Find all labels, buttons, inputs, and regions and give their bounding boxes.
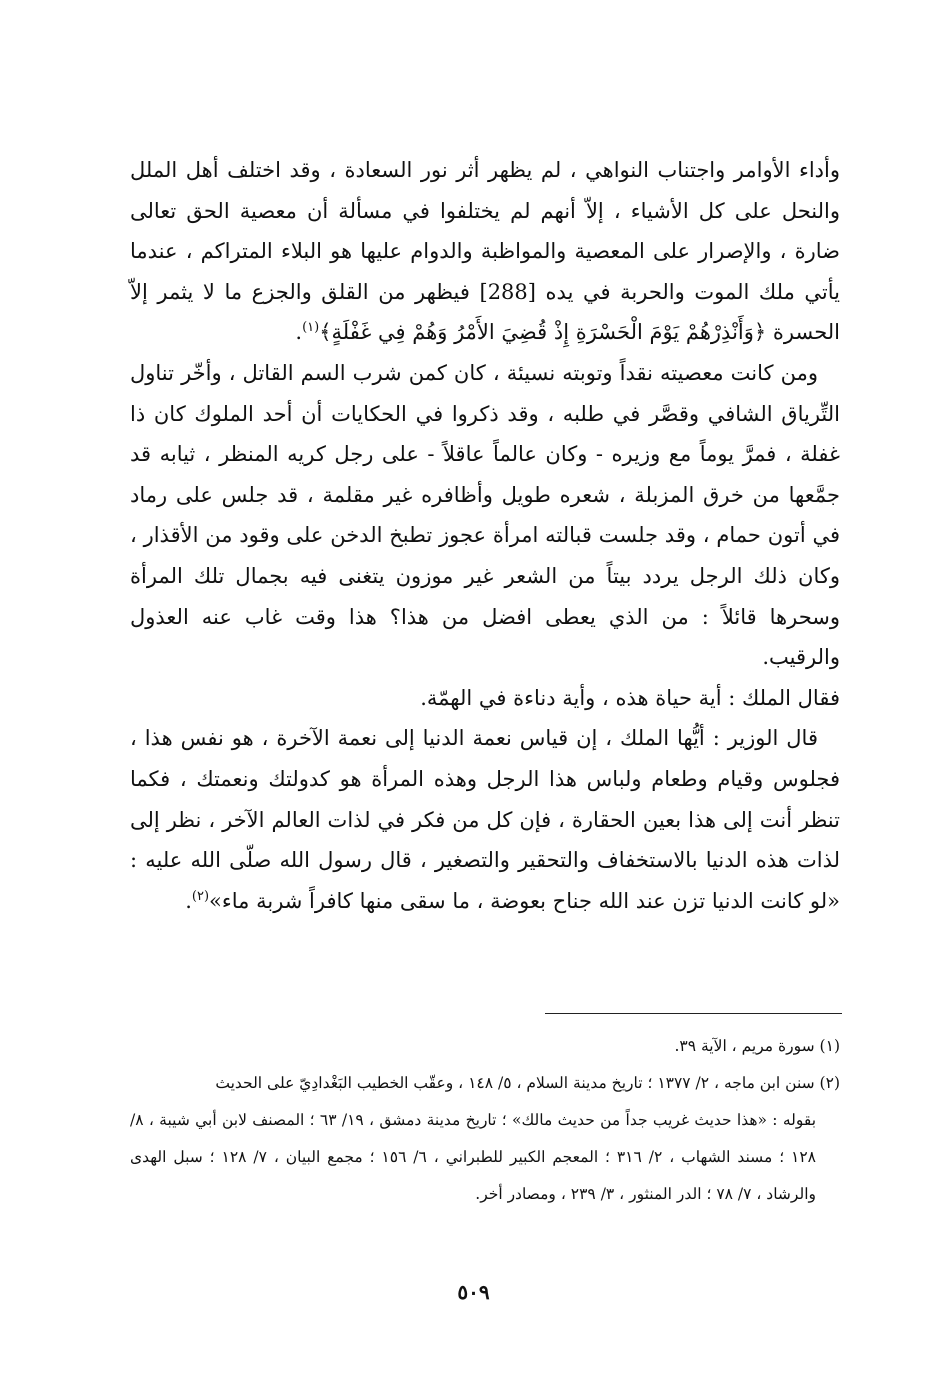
paragraph: وأداء الأوامر واجتناب النواهي ، لم يظهر أثر نور السعادة ، وقد اختلف أهل الملل والنحل على كل الأشياء ، إلاّ أنهم لم يختلفوا في مسألة أن معصية الحق تعالى ضارة ، والإصرار على المعصية والمواظبة والدوام عليها هو البلاء المتراكم ، عندما يأتي ملك الموت والحربة في يده [288] فيظهر من القلق والجزع ما لا يثمر إلاّ الحسرة ﴿وَأَنْذِرْهُمْ يَوْمَ الْحَسْرَةِ إِذْ قُضِيَ الأَمْرُ وَهُمْ فِي غَفْلَةٍ﴾$^{(١)}$. [130, 158, 840, 345]
paragraph-text: وأداء الأوامر واجتناب النواهي ، لم يظهر أثر نور السعادة ، وقد اختلف أهل الملل والنحل على كل الأشياء ، إلاّ أنهم لم يختلفوا في مسألة أن معصية الحق تعالى ضارة ، والإصرار على المعصية والمواظبة والدوام عليها هو البلاء المتراكم ، عندما يأتي ملك الموت والحربة في يده [288] فيظهر من القلق والجزع ما لا يثمر إلاّ الحسرة ﴿وَأَنْذِرْهُمْ يَوْمَ الْحَسْرَةِ إِذْ قُضِيَ الأَمْرُ وَهُمْ فِي غَفْلَةٍ﴾ [130, 158, 840, 345]
footnote: (٢) سنن ابن ماجه ، ٢/ ١٣٧٧ ؛ تاريخ مدينة السلام ، ٥/ ١٤٨ ، وعقّب الخطيب البَغْدادِيّ على الحديث [215, 1074, 840, 1092]
footnote-ref: (٢) [191, 888, 210, 904]
page-number: ٥٠٩ [457, 1280, 490, 1304]
footnote: (١) سورة مريم ، الآية ٣٩. [674, 1037, 840, 1055]
paragraph: قال الوزير : أيُّها الملك ، إن قياس نعمة الدنيا إلى نعمة الآخرة ، هو نفس هذا ، فجلوس وقيام وطعام ولباس هذا الرجل وهذه المرأة هو كدولتك ونعمتك ، فكما تنظر أنت إلى هذا بعين الحقارة ، فإن كل من فكر في لذات العالم الآخر ، نظر إلى لذات هذه الدنيا بالاستخفاف والتحقير والتصغير ، قال رسول الله صلّى الله عليه : «لو كانت الدنيا تزن عند الله جناح بعوضة ، ما سقى منها كافراً شربة ماء»$^{(٢)}$. [130, 726, 840, 913]
paragraph-text: قال الوزير : أيُّها الملك ، إن قياس نعمة الدنيا إلى نعمة الآخرة ، هو نفس هذا ، فجلوس وقيام وطعام ولباس هذا الرجل وهذه المرأة هو كدولتك ونعمتك ، فكما تنظر أنت إلى هذا بعين الحقارة ، فإن كل من فكر في لذات العالم الآخر ، نظر إلى لذات هذه الدنيا بالاستخفاف والتحقير والتصغير ، قال رسول الله صلّى الله عليه : «لو كانت الدنيا تزن عند الله جناح بعوضة ، ما سقى منها كافراً شربة ماء» [130, 726, 840, 913]
footnote-continuation: بقوله : «هذا حديث غريب جداً من حديث مالك» ؛ تاريخ مدينة دمشق ، ١٩/ ٦٣ ؛ المصنف لابن أبي شيبة ، ٨/ ١٢٨ ؛ مسند الشهاب ، ٢/ ٣١٦ ؛ المعجم الكبير للطبراني ، ٦/ ١٥٦ ؛ مجمع البيان ، ٧/ ١٢٨ ؛ سبل الهدى والرشاد ، ٧/ ٧٨ ؛ الدر المنثور ، ٣/ ٢٣٩ ، ومصادر أخر. [130, 1111, 817, 1203]
footnote-divider [545, 1013, 842, 1014]
footnote-ref: (١) [302, 320, 320, 336]
paragraph: ومن كانت معصيته نقداً وتوبته نسيئة ، كان كمن شرب السم القاتل ، وأخّر تناول التِّرياق الشافي وقصَّر في طلبه ، وقد ذكروا في الحكايات أن أحد الملوك كان ذا غفلة ، فمرَّ يوماً مع وزيره - وكان عالماً عاقلاً - على رجل كريه المنظر ، ثيابه قد جمَّعها من خرق المزبلة ، شعره طويل وأظافره غير مقلمة ، قد جلس على رماد في أتون حمام ، وقد جلست قبالته امرأة عجوز تطبخ الدخن على وقود من الأقذار ، وكان ذلك الرجل يردد بيتاً من الشعر غير موزون يتغنى فيه بجمال تلك المرأة وسحرها قائلاً : من الذي يعطى افضل من هذا؟ هذا وقت غاب عنه العذول والرقيب. [130, 360, 840, 670]
main-text [130, 150, 840, 921]
paragraph: فقال الملك : أية حياة هذه ، وأية دناءة في الهمّة. [420, 685, 840, 710]
footnotes [130, 1028, 840, 1213]
